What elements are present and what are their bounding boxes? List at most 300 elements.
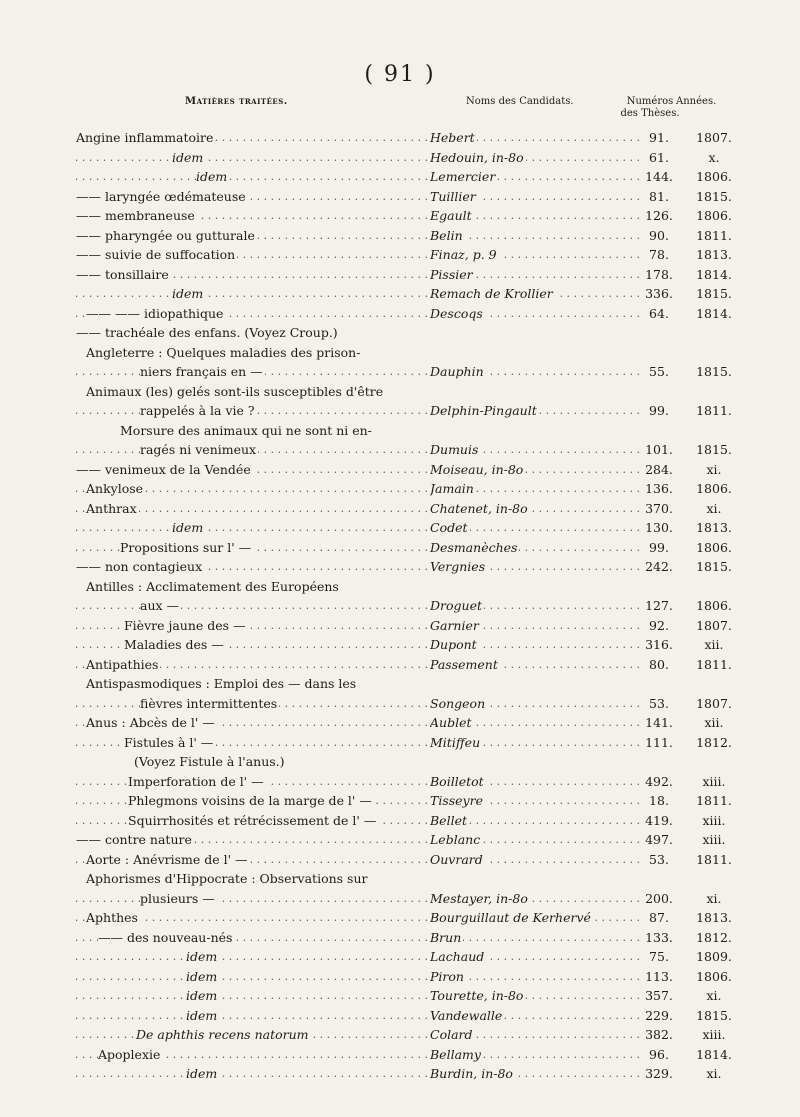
candidate-text: Songeon xyxy=(430,695,486,711)
subject-text: —— pharyngée ou gutturale xyxy=(76,227,255,243)
table-row xyxy=(0,928,800,948)
thesis-year: 1815. xyxy=(696,1007,732,1023)
thesis-number: 96. xyxy=(649,1046,669,1062)
thesis-year: 1812. xyxy=(696,929,732,945)
thesis-number: 99. xyxy=(649,539,669,555)
thesis-year: 1813. xyxy=(696,910,732,925)
subject-text: fièvres intermittentes xyxy=(140,695,278,711)
subject-cell xyxy=(76,791,428,811)
thesis-number: 101. xyxy=(645,442,673,457)
candidate-cell xyxy=(430,850,640,870)
candidate-cell xyxy=(430,889,640,909)
candidate-text: Tisseyre xyxy=(430,793,483,808)
table-row xyxy=(0,518,800,538)
candidate-text xyxy=(430,871,432,886)
header-candidates: Noms des Candidats. xyxy=(466,96,574,107)
subject-cell xyxy=(76,713,428,733)
subject-cell xyxy=(76,655,428,675)
thesis-number: 144. xyxy=(645,169,673,184)
subject-text: aux — xyxy=(140,598,180,613)
subject-text: Anus : Abcès de l' — xyxy=(86,715,215,730)
subject-cell xyxy=(76,284,428,304)
thesis-number: 53. xyxy=(649,695,669,711)
thesis-year: 1807. xyxy=(696,695,732,711)
thesis-number: 90. xyxy=(649,227,669,243)
table-row xyxy=(0,947,800,967)
candidate-text: Piron xyxy=(430,968,464,984)
subject-text: Animaux (les) gelés sont-ils susceptibles d'être xyxy=(86,383,384,399)
table-row xyxy=(0,1025,800,1045)
thesis-year: 1806. xyxy=(696,968,732,984)
table-row xyxy=(0,889,800,909)
candidate-text: Mestayer, in-8o xyxy=(430,890,528,906)
subject-text: Antispasmodiques : Emploi des — dans les xyxy=(86,676,357,691)
subject-text: idem xyxy=(172,149,204,165)
thesis-year: 1807. xyxy=(696,617,732,633)
thesis-year: 1811. xyxy=(696,403,732,418)
subject-cell xyxy=(76,1064,428,1084)
candidate-text: Remach de Krollier xyxy=(430,286,553,301)
candidate-cell xyxy=(430,791,640,811)
table-row xyxy=(0,538,800,558)
subject-text: Squirrhosités et rétrécissement de l' — xyxy=(128,812,377,828)
candidate-text: Chatenet, in-8o xyxy=(430,500,528,516)
thesis-number: 64. xyxy=(649,305,669,321)
candidate-text: Bellamy xyxy=(430,1046,481,1062)
candidate-cell xyxy=(430,928,640,948)
candidate-text: Burdin, in-8o xyxy=(430,1066,513,1081)
candidate-text: Bourguillaut de Kerhervé xyxy=(430,910,591,925)
subject-text: idem xyxy=(186,949,218,964)
thesis-number: 55. xyxy=(649,364,669,379)
table-row xyxy=(0,499,800,519)
table-row xyxy=(0,304,800,324)
candidate-text: Descoqs xyxy=(430,305,483,321)
thesis-number: 113. xyxy=(645,968,673,984)
candidate-text: Egault xyxy=(430,208,472,223)
candidate-text: Vergnies xyxy=(430,559,486,574)
table-row xyxy=(0,674,800,694)
thesis-year: xi. xyxy=(706,500,722,516)
subject-cell xyxy=(76,304,428,324)
table-row xyxy=(0,167,800,187)
candidate-cell xyxy=(430,323,640,343)
subject-text: Morsure des animaux qui ne sont ni en- xyxy=(120,422,372,438)
table-row xyxy=(0,323,800,343)
subject-cell xyxy=(76,635,428,655)
subject-cell xyxy=(76,733,428,753)
candidate-cell xyxy=(430,577,640,597)
thesis-year: xii. xyxy=(704,637,724,652)
thesis-number: 75. xyxy=(649,949,669,964)
candidate-text xyxy=(430,754,432,769)
thesis-year: 1812. xyxy=(696,734,732,750)
thesis-year: 1806. xyxy=(696,539,732,555)
table-row xyxy=(0,343,800,363)
thesis-number: 91. xyxy=(649,130,669,145)
thesis-number: 78. xyxy=(649,247,669,262)
subject-cell xyxy=(76,343,428,363)
candidate-cell xyxy=(430,499,640,519)
subject-text: idem xyxy=(186,968,218,984)
header-subjects: Matières traitées. xyxy=(185,96,288,107)
thesis-year: 1809. xyxy=(696,949,732,964)
subject-cell xyxy=(76,694,428,714)
thesis-year: xi. xyxy=(706,988,722,1003)
table-row xyxy=(0,1064,800,1084)
thesis-number: 87. xyxy=(649,910,669,925)
subject-text: —— suivie de suffocation xyxy=(76,247,236,262)
candidate-text: Dupont xyxy=(430,637,477,652)
candidate-cell xyxy=(430,1064,640,1084)
subject-cell xyxy=(76,577,428,597)
candidate-text: Mitiffeu xyxy=(430,734,481,750)
subject-text: idem xyxy=(196,169,228,184)
thesis-year: xi. xyxy=(706,461,722,477)
thesis-number: 133. xyxy=(645,929,673,945)
thesis-year: xiii. xyxy=(702,1027,726,1042)
table-row xyxy=(0,830,800,850)
thesis-number: 229. xyxy=(645,1007,673,1023)
candidate-cell xyxy=(430,460,640,480)
table-row xyxy=(0,382,800,402)
candidate-cell xyxy=(430,518,640,538)
table-row xyxy=(0,791,800,811)
thesis-number: 99. xyxy=(649,403,669,418)
candidate-text: Dumuis xyxy=(430,442,479,457)
candidate-text: Codet xyxy=(430,520,468,535)
thesis-number: 497. xyxy=(645,832,673,847)
subject-text: —— des nouveau-nés xyxy=(98,929,233,945)
candidate-cell xyxy=(430,557,640,577)
thesis-year: 1811. xyxy=(696,851,732,867)
thesis-year: xii. xyxy=(704,715,724,730)
thesis-number: 316. xyxy=(645,637,673,652)
table-row xyxy=(0,850,800,870)
candidate-text: Dauphin xyxy=(430,364,484,379)
table-row xyxy=(0,245,800,265)
thesis-number: 242. xyxy=(645,559,673,574)
subject-cell xyxy=(76,187,428,207)
subject-cell xyxy=(76,928,428,948)
table-row xyxy=(0,284,800,304)
thesis-year: 1806. xyxy=(696,169,732,184)
table-row xyxy=(0,479,800,499)
candidate-cell xyxy=(430,772,640,792)
table-row xyxy=(0,655,800,675)
table-row xyxy=(0,616,800,636)
thesis-number: 329. xyxy=(645,1066,673,1081)
subject-cell xyxy=(76,1045,428,1065)
subject-text: idem xyxy=(172,286,204,301)
subject-text: Phlegmons voisins de la marge de l' — xyxy=(128,793,372,808)
candidate-cell xyxy=(430,206,640,226)
subject-cell xyxy=(76,499,428,519)
table-row xyxy=(0,557,800,577)
subject-text: Antipathies xyxy=(86,656,159,672)
thesis-number: 130. xyxy=(645,520,673,535)
table-row xyxy=(0,811,800,831)
candidate-cell xyxy=(430,343,640,363)
thesis-year: 1815. xyxy=(696,286,732,301)
candidate-text: Lachaud xyxy=(430,949,485,964)
candidate-cell xyxy=(430,869,640,889)
thesis-year: xiii. xyxy=(702,773,726,789)
subject-cell xyxy=(76,167,428,187)
candidate-text xyxy=(430,384,432,399)
subject-cell xyxy=(76,850,428,870)
subject-text: —— trachéale des enfans. (Voyez Croup.) xyxy=(76,325,338,340)
thesis-number: 80. xyxy=(649,656,669,672)
table-row xyxy=(0,772,800,792)
subject-text: Aphthes xyxy=(86,910,138,925)
table-row xyxy=(0,869,800,889)
subject-cell xyxy=(76,596,428,616)
thesis-number: 81. xyxy=(649,188,669,204)
candidate-text: Desmanèches xyxy=(430,539,518,555)
thesis-year: xiii. xyxy=(702,812,726,828)
thesis-year: 1806. xyxy=(696,598,732,613)
candidate-text xyxy=(430,423,432,438)
thesis-year: 1811. xyxy=(696,656,732,672)
subject-cell xyxy=(76,440,428,460)
subject-cell xyxy=(76,460,428,480)
table-row xyxy=(0,635,800,655)
candidate-cell xyxy=(430,811,640,831)
table-row xyxy=(0,1045,800,1065)
candidate-text: Delphin-Pingault xyxy=(430,403,537,418)
candidate-cell xyxy=(430,1006,640,1026)
table-row xyxy=(0,733,800,753)
table-row xyxy=(0,1006,800,1026)
subject-text: Fièvre jaune des — xyxy=(124,617,246,633)
thesis-number: 357. xyxy=(645,988,673,1003)
candidate-cell xyxy=(430,655,640,675)
thesis-number: 126. xyxy=(645,208,673,223)
subject-text: rappelés à la vie ? xyxy=(140,403,255,418)
subject-cell xyxy=(76,616,428,636)
candidate-text: Lemercier xyxy=(430,169,496,184)
subject-text: —— membraneuse xyxy=(76,208,195,223)
subject-text: Fistules à l' — xyxy=(124,734,214,750)
header-years: Années. xyxy=(676,96,717,107)
subject-cell xyxy=(76,811,428,831)
candidate-text: Droguet xyxy=(430,598,482,613)
subject-text: Ankylose xyxy=(86,481,144,496)
candidate-cell xyxy=(430,421,640,441)
thesis-number: 127. xyxy=(645,598,673,613)
subject-cell xyxy=(76,421,428,441)
candidate-cell xyxy=(430,382,640,402)
candidate-cell xyxy=(430,674,640,694)
candidate-cell xyxy=(430,713,640,733)
candidate-text xyxy=(430,676,432,691)
thesis-number: 370. xyxy=(645,500,673,516)
candidate-cell xyxy=(430,538,640,558)
candidate-text: Vandewalle xyxy=(430,1007,503,1023)
subject-text: —— non contagieux xyxy=(76,559,203,574)
thesis-number: 178. xyxy=(645,266,673,282)
index-table xyxy=(0,128,800,1084)
candidate-cell xyxy=(430,284,640,304)
thesis-number: 284. xyxy=(645,461,673,477)
table-row xyxy=(0,596,800,616)
subject-text: Aorte : Anévrisme de l' — xyxy=(86,851,248,867)
candidate-text: Leblanc xyxy=(430,832,481,847)
thesis-number: 61. xyxy=(649,149,669,165)
table-row xyxy=(0,967,800,987)
thesis-number: 18. xyxy=(649,793,669,808)
candidate-text: Moiseau, in-8o xyxy=(430,461,524,477)
subject-cell xyxy=(76,226,428,246)
candidate-text: Tuillier xyxy=(430,188,476,204)
thesis-year: 1815. xyxy=(696,188,732,204)
candidate-cell xyxy=(430,148,640,168)
subject-text: plusieurs — xyxy=(140,890,215,906)
table-row xyxy=(0,148,800,168)
table-row xyxy=(0,986,800,1006)
thesis-number: 419. xyxy=(645,812,673,828)
subject-cell xyxy=(76,538,428,558)
subject-cell xyxy=(76,674,428,694)
subject-cell xyxy=(76,382,428,402)
thesis-number: 200. xyxy=(645,890,673,906)
candidate-cell xyxy=(430,479,640,499)
subject-text: (Voyez Fistule à l'anus.) xyxy=(134,754,285,769)
subject-cell xyxy=(76,323,428,343)
candidate-cell xyxy=(430,1025,640,1045)
candidate-text xyxy=(430,325,432,340)
subject-cell xyxy=(76,967,428,987)
candidate-cell xyxy=(430,616,640,636)
subject-text: Imperforation de l' — xyxy=(128,773,264,789)
subject-cell xyxy=(76,1025,428,1045)
subject-text: idem xyxy=(186,1007,218,1023)
subject-text: —— venimeux de la Vendée xyxy=(76,461,251,477)
candidate-text: Belin xyxy=(430,227,463,243)
table-row xyxy=(0,460,800,480)
candidate-text xyxy=(430,579,432,594)
candidate-text: Pissier xyxy=(430,266,473,282)
candidate-cell xyxy=(430,440,640,460)
table-row xyxy=(0,362,800,382)
candidate-cell xyxy=(430,947,640,967)
subject-text: Anthrax xyxy=(86,500,137,516)
candidate-cell xyxy=(430,986,640,1006)
subject-text: Apoplexie xyxy=(98,1046,161,1062)
table-row xyxy=(0,713,800,733)
candidate-cell xyxy=(430,752,640,772)
candidate-cell xyxy=(430,128,640,148)
table-row xyxy=(0,908,800,928)
subject-cell xyxy=(76,148,428,168)
candidate-cell xyxy=(430,245,640,265)
subject-text: ragés ni venimeux xyxy=(140,442,257,457)
candidate-cell xyxy=(430,694,640,714)
candidate-cell xyxy=(430,226,640,246)
subject-text: Aphorismes d'Hippocrate : Observations sur xyxy=(86,871,368,886)
table-row xyxy=(0,187,800,207)
thesis-year: 1813. xyxy=(696,247,732,262)
candidate-text: Boilletot xyxy=(430,773,484,789)
subject-cell xyxy=(76,557,428,577)
thesis-number: 141. xyxy=(645,715,673,730)
subject-text: Maladies des — xyxy=(124,637,224,652)
subject-text: idem xyxy=(186,988,218,1003)
candidate-text: Colard xyxy=(430,1027,473,1042)
subject-cell xyxy=(76,772,428,792)
subject-cell xyxy=(76,362,428,382)
candidate-text: Ouvrard xyxy=(430,851,483,867)
thesis-number: 111. xyxy=(645,734,673,750)
table-row xyxy=(0,128,800,148)
subject-text: Propositions sur l' — xyxy=(120,539,252,555)
subject-text: niers français en — xyxy=(140,364,263,379)
thesis-year: 1815. xyxy=(696,442,732,457)
candidate-text: Passement xyxy=(430,656,498,672)
candidate-text: Hedouin, in-8o xyxy=(430,149,524,165)
subject-cell xyxy=(76,128,428,148)
candidate-cell xyxy=(430,733,640,753)
candidate-text: Garnier xyxy=(430,617,479,633)
subject-cell xyxy=(76,401,428,421)
subject-cell xyxy=(76,265,428,285)
table-row xyxy=(0,206,800,226)
thesis-number: 492. xyxy=(645,773,673,789)
candidate-text: Tourette, in-8o xyxy=(430,988,524,1003)
header-thesis-numbers: Numéros des Thèses. xyxy=(620,96,680,119)
thesis-year: 1807. xyxy=(696,130,732,145)
thesis-year: xi. xyxy=(706,890,722,906)
subject-cell xyxy=(76,889,428,909)
table-row xyxy=(0,401,800,421)
table-row xyxy=(0,226,800,246)
candidate-cell xyxy=(430,401,640,421)
thesis-year: 1815. xyxy=(696,559,732,574)
subject-text: Angleterre : Quelques maladies des prison- xyxy=(86,344,361,360)
candidate-text: Jamain xyxy=(430,481,474,496)
subject-cell xyxy=(76,947,428,967)
subject-text: idem xyxy=(186,1066,218,1081)
candidate-cell xyxy=(430,635,640,655)
subject-cell xyxy=(76,908,428,928)
candidate-cell xyxy=(430,362,640,382)
thesis-number: 336. xyxy=(645,286,673,301)
subject-text: —— laryngée œdémateuse xyxy=(76,188,246,204)
candidate-cell xyxy=(430,1045,640,1065)
thesis-number: 136. xyxy=(645,481,673,496)
subject-cell xyxy=(76,206,428,226)
page-number: ( 91 ) xyxy=(364,62,436,87)
subject-text: Angine inflammatoire xyxy=(76,130,214,145)
thesis-year: 1814. xyxy=(696,1046,732,1062)
candidate-cell xyxy=(430,167,640,187)
thesis-year: 1815. xyxy=(696,364,732,379)
candidate-cell xyxy=(430,304,640,324)
subject-cell xyxy=(76,830,428,850)
thesis-year: 1813. xyxy=(696,520,732,535)
table-row xyxy=(0,577,800,597)
subject-text: —— tonsillaire xyxy=(76,266,169,282)
thesis-year: 1811. xyxy=(696,793,732,808)
candidate-cell xyxy=(430,908,640,928)
candidate-text: Hebert xyxy=(430,130,475,145)
table-row xyxy=(0,440,800,460)
subject-cell xyxy=(76,986,428,1006)
thesis-year: 1814. xyxy=(696,266,732,282)
thesis-year: 1811. xyxy=(696,227,732,243)
subject-cell xyxy=(76,245,428,265)
